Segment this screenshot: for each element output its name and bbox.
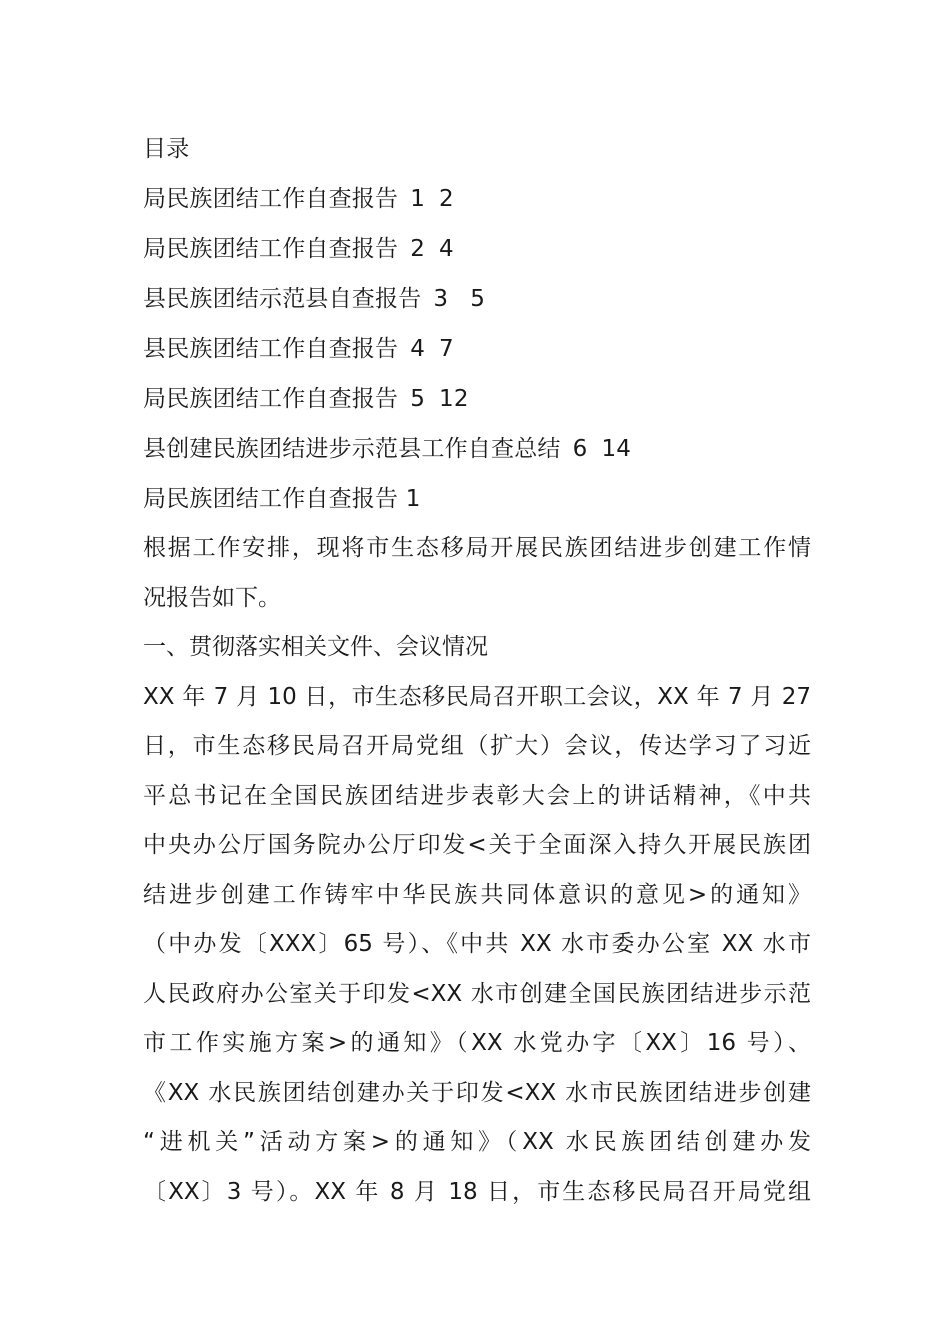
toc-entry-title: 局民族团结工作自查报告 xyxy=(143,186,399,212)
paragraph-line: 市工作实施方案>的通知》（XX 水党办字〔XX〕16 号）、 xyxy=(143,1030,811,1056)
toc-entry-title: 县民族团结工作自查报告 xyxy=(143,336,399,362)
toc-entry[interactable] xyxy=(143,424,811,474)
toc-entry-page: 4 xyxy=(439,236,454,262)
toc-entry-title: 县民族团结示范县自查报告 xyxy=(143,286,422,312)
section-title: 一、贯彻落实相关文件、会议情况 xyxy=(143,634,488,660)
paragraph-line: 日，市生态移民局召开局党组（扩大）会议，传达学习了习近 xyxy=(143,733,811,759)
toc-entry-title: 县创建民族团结进步示范县工作自查总结 xyxy=(143,436,561,462)
toc-entry-page: 14 xyxy=(601,436,632,462)
toc-entry-number: 2 xyxy=(410,236,426,262)
paragraph-line: 平总书记在全国民族团结进步表彰大会上的讲话精神，《中共 xyxy=(143,782,811,809)
paragraph-line: 中央办公厅国务院办公厅印发<关于全面深入持久开展民族团 xyxy=(143,832,811,858)
paragraph-line: 况报告如下。 xyxy=(143,584,281,611)
toc-entry-number: 6 xyxy=(572,436,588,462)
toc-entry-number: 3 xyxy=(433,286,449,312)
toc-entry-page: 7 xyxy=(439,336,454,362)
toc-entry-page: 12 xyxy=(439,386,469,412)
toc-entry[interactable] xyxy=(143,324,811,374)
toc-title: 目录 xyxy=(143,136,190,162)
toc-entry-title: 局民族团结工作自查报告 xyxy=(143,236,399,262)
paragraph-line: 根据工作安排，现将市生态移局开展民族团结进步创建工作情 xyxy=(143,535,811,561)
paragraph-line: XX 年 7 月 10 日，市生态移民局召开职工会议，XX 年 7 月 27 xyxy=(143,683,811,710)
toc-entry[interactable] xyxy=(143,374,811,424)
toc-entry-number: 1 xyxy=(410,186,426,212)
toc-entry[interactable] xyxy=(143,224,811,274)
paragraph-line: （中办发〔XXX〕65 号）、《中共 XX 水市委办公室 XX 水市 xyxy=(143,931,811,957)
toc-entry[interactable] xyxy=(143,174,811,224)
paragraph-line: “进机关”活动方案>的通知》（XX 水民族团结创建办发 xyxy=(143,1129,811,1155)
article-heading: 局民族团结工作自查报告 1 xyxy=(143,486,421,512)
toc-entry-title: 局民族团结工作自查报告 xyxy=(143,386,399,412)
toc-entry-page: 5 xyxy=(470,286,486,312)
paragraph-line: 结进步创建工作铸牢中华民族共同体意识的意见>的通知》 xyxy=(143,881,811,908)
document-page xyxy=(143,124,811,1217)
paragraph-line: 人民政府办公室关于印发<XX 水市创建全国民族团结进步示范 xyxy=(143,980,811,1007)
toc-entry[interactable] xyxy=(143,274,811,324)
toc-entry-page: 2 xyxy=(439,186,454,212)
toc-entry-number: 5 xyxy=(410,386,426,412)
paragraph-line: 《XX 水民族团结创建办关于印发<XX 水市民族团结进步创建 xyxy=(143,1079,811,1106)
paragraph-line: 〔XX〕3 号）。XX 年 8 月 18 日，市生态移民局召开局党组 xyxy=(143,1178,811,1205)
toc-entry-number: 4 xyxy=(410,336,426,362)
